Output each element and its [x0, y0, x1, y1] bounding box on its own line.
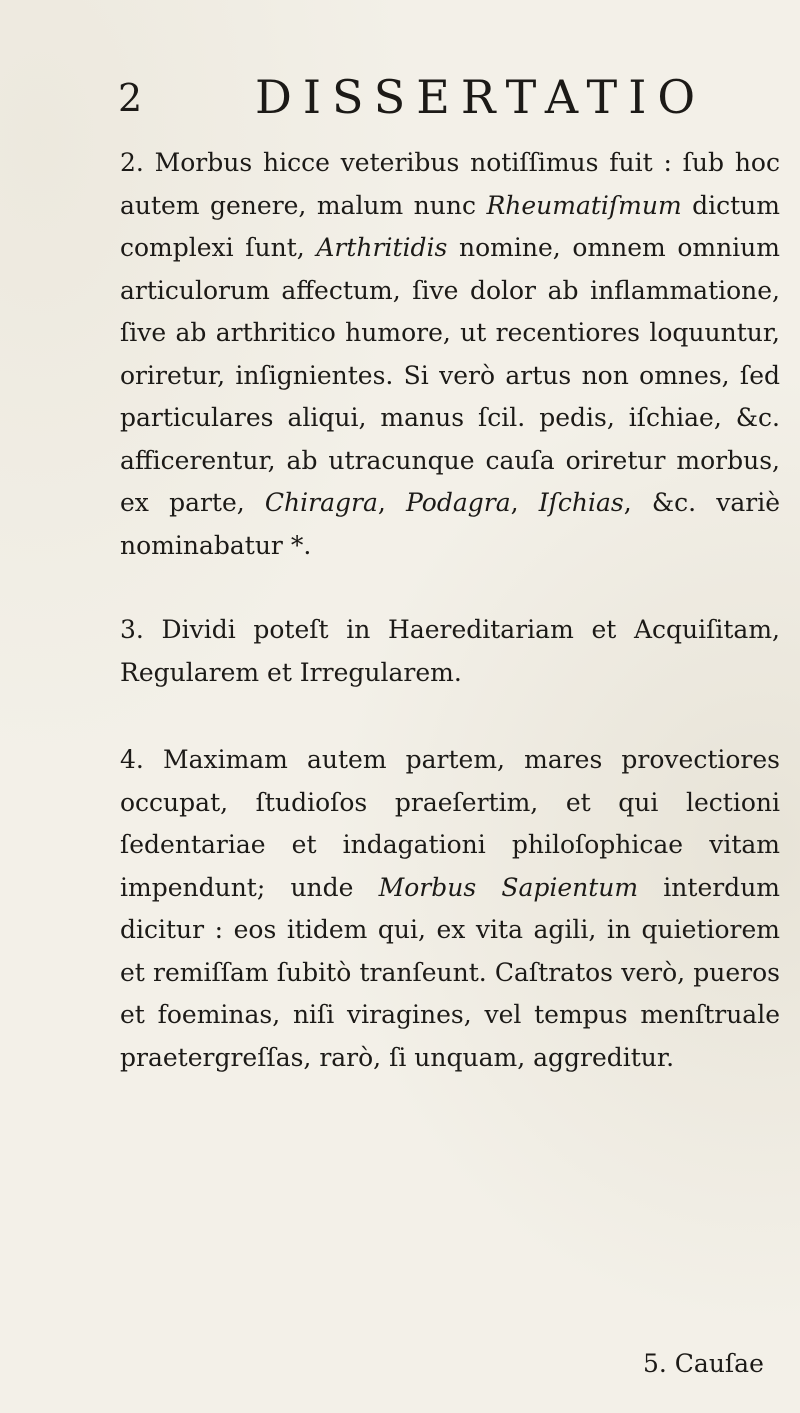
paragraph-text: interdum dicitur : eos itidem qui, ex vita agili, in quietiorem et remiſſam ſubitò tranſeunt. Caſtratos verò, pueros et foeminas, niſi viragines, vel tempus menſtruale praetergreſſas, rarò, ſi unquam, aggreditur.: [120, 872, 780, 1072]
page-header: [0, 72, 800, 122]
paragraph-text: , &c. variè nominabatur *.: [120, 488, 780, 560]
paragraph-text: Dividi poteſt in Haereditariam et Acquiſitam, Regularem et Irregularem.: [120, 615, 780, 687]
paragraph-number: 3.: [120, 615, 162, 644]
italic-term: Podagra: [405, 488, 511, 517]
paragraph-text: ,: [377, 488, 406, 517]
paragraph-text: nomine, omnem omnium articulorum affectum, ſive dolor ab inflammatione, ſive ab arthritico humore, ut recentiores loquuntur, oriretur, inſignientes. Si verò artus non omnes, ſed particulares aliqui, manus ſcil. pedis, iſchiae, &c. afficerentur, ab utracunque cauſa oriretur morbus, ex parte,: [120, 233, 780, 517]
italic-term: Rheumatiſmum: [486, 190, 682, 220]
paragraph-text: Maximam autem partem, mares provectiores occupat, ſtudioſos praeſertim, et qui lectioni ſedentariae et indagationi philoſophicae vitam impendunt; unde: [120, 745, 780, 902]
italic-term: Arthritidis: [316, 233, 448, 262]
paragraph-text: dictum complexi ſunt,: [120, 190, 780, 262]
running-title: DISSERTATIO: [255, 70, 707, 124]
paragraph-2: [120, 142, 780, 567]
paragraph-number: 4.: [120, 745, 163, 774]
page-number: 2: [118, 76, 143, 120]
paragraph-3: [120, 609, 780, 694]
paragraph-text: ,: [510, 488, 539, 517]
paragraph-number: 2.: [120, 148, 155, 177]
italic-term: Morbus Sapientum: [378, 872, 639, 902]
italic-term: Iſchias: [538, 488, 624, 517]
paragraph-4: [120, 739, 780, 1079]
italic-term: Chiragra: [264, 488, 378, 517]
body-text: [120, 142, 780, 1079]
paragraph-text: Morbus hicce veteribus notiſſimus fuit : ſub hoc autem genere, malum nunc: [120, 148, 780, 220]
catchword: 5. Cauſae: [643, 1349, 764, 1378]
